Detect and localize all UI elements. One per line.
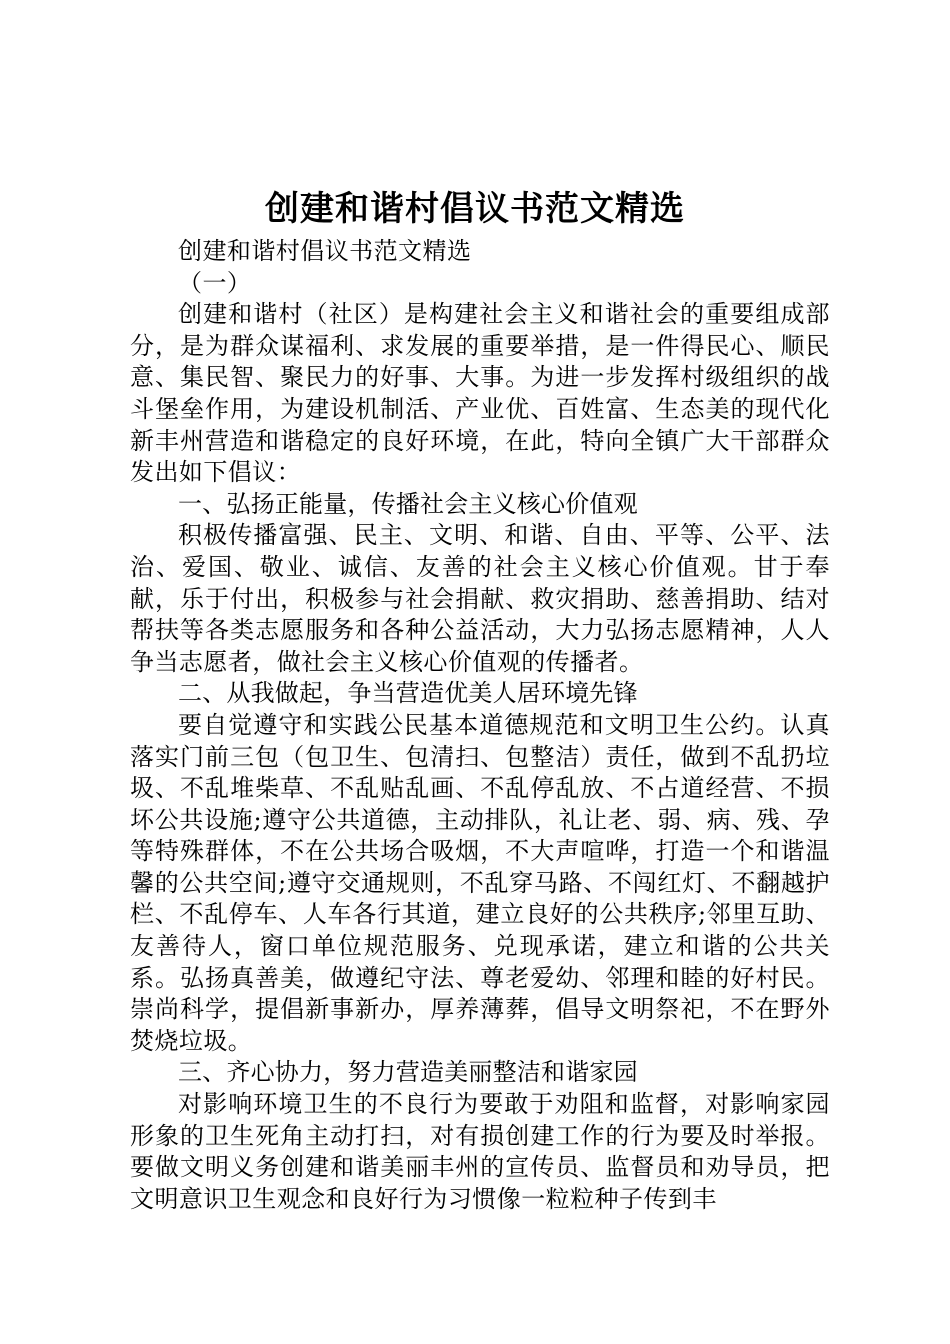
heading-one: 一、弘扬正能量，传播社会主义核心价值观 [178,489,638,518]
paragraph-two: 要自觉遵守和实践公民基本道德规范和文明卫生公约。认真落实门前三包（包卫生、包清扫、包整洁）责任，做到不乱扔垃圾、不乱堆柴草、不乱贴乱画、不乱停乱放、不占道经营、不损坏公共设施;遵守公共道德，主动排队，礼让老、弱、病、残、孕等特殊群体，不在公共场合吸烟，不大声喧哗，打造一个和谐温馨的公共空间;遵守交通规则，不乱穿马路、不闯红灯、不翻越护栏、不乱停车、人车各行其道，建立良好的公共秩序;邻里互助、友善待人，窗口单位规范服务、兑现承诺，建立和谐的公共关系。弘扬真善美，做遵纪守法、尊老爱幼、邻理和睦的好村民。崇尚科学，提倡新事新办，厚养薄葬，倡导文明祭祀，不在野外焚烧垃圾。 [130,710,830,1055]
document-body [130,236,830,1215]
paragraph-one: 积极传播富强、民主、文明、和谐、自由、平等、公平、法治、爱国、敬业、诚信、友善的社会主义核心价值观。甘于奉献，乐于付出，积极参与社会捐献、救灾捐助、慈善捐助、结对帮扶等各类志愿服务和各种公益活动，大力弘扬志愿精神，人人争当志愿者，做社会主义核心价值观的传播者。 [130,521,830,676]
document-subtitle: 创建和谐村倡议书范文精选 [178,237,472,265]
section-number: （一） [178,268,252,297]
heading-two: 二、从我做起，争当营造优美人居环境先锋 [178,679,638,708]
document-title: 创建和谐村倡议书范文精选 [265,189,685,229]
paragraph-intro: 创建和谐村（社区）是构建社会主义和谐社会的重要组成部分，是为群众谋福利、求发展的重要举措，是一件得民心、顺民意、集民智、聚民力的好事、大事。为进一步发挥村级组织的战斗堡垒作用，为建设机制活、产业优、百姓富、生态美的现代化新丰州营造和谐稳定的良好环境，在此，特向全镇广大干部群众发出如下倡议： [130,300,830,487]
heading-three: 三、齐心协力，努力营造美丽整洁和谐家园 [178,1058,638,1087]
paragraph-three: 对影响环境卫生的不良行为要敢于劝阻和监督，对影响家园形象的卫生死角主动打扫，对有损创建工作的行为要及时举报。要做文明义务创建和谐美丽丰州的宣传员、监督员和劝导员，把文明意识卫生观念和良好行为习惯像一粒粒种子传到丰 [130,1090,830,1213]
